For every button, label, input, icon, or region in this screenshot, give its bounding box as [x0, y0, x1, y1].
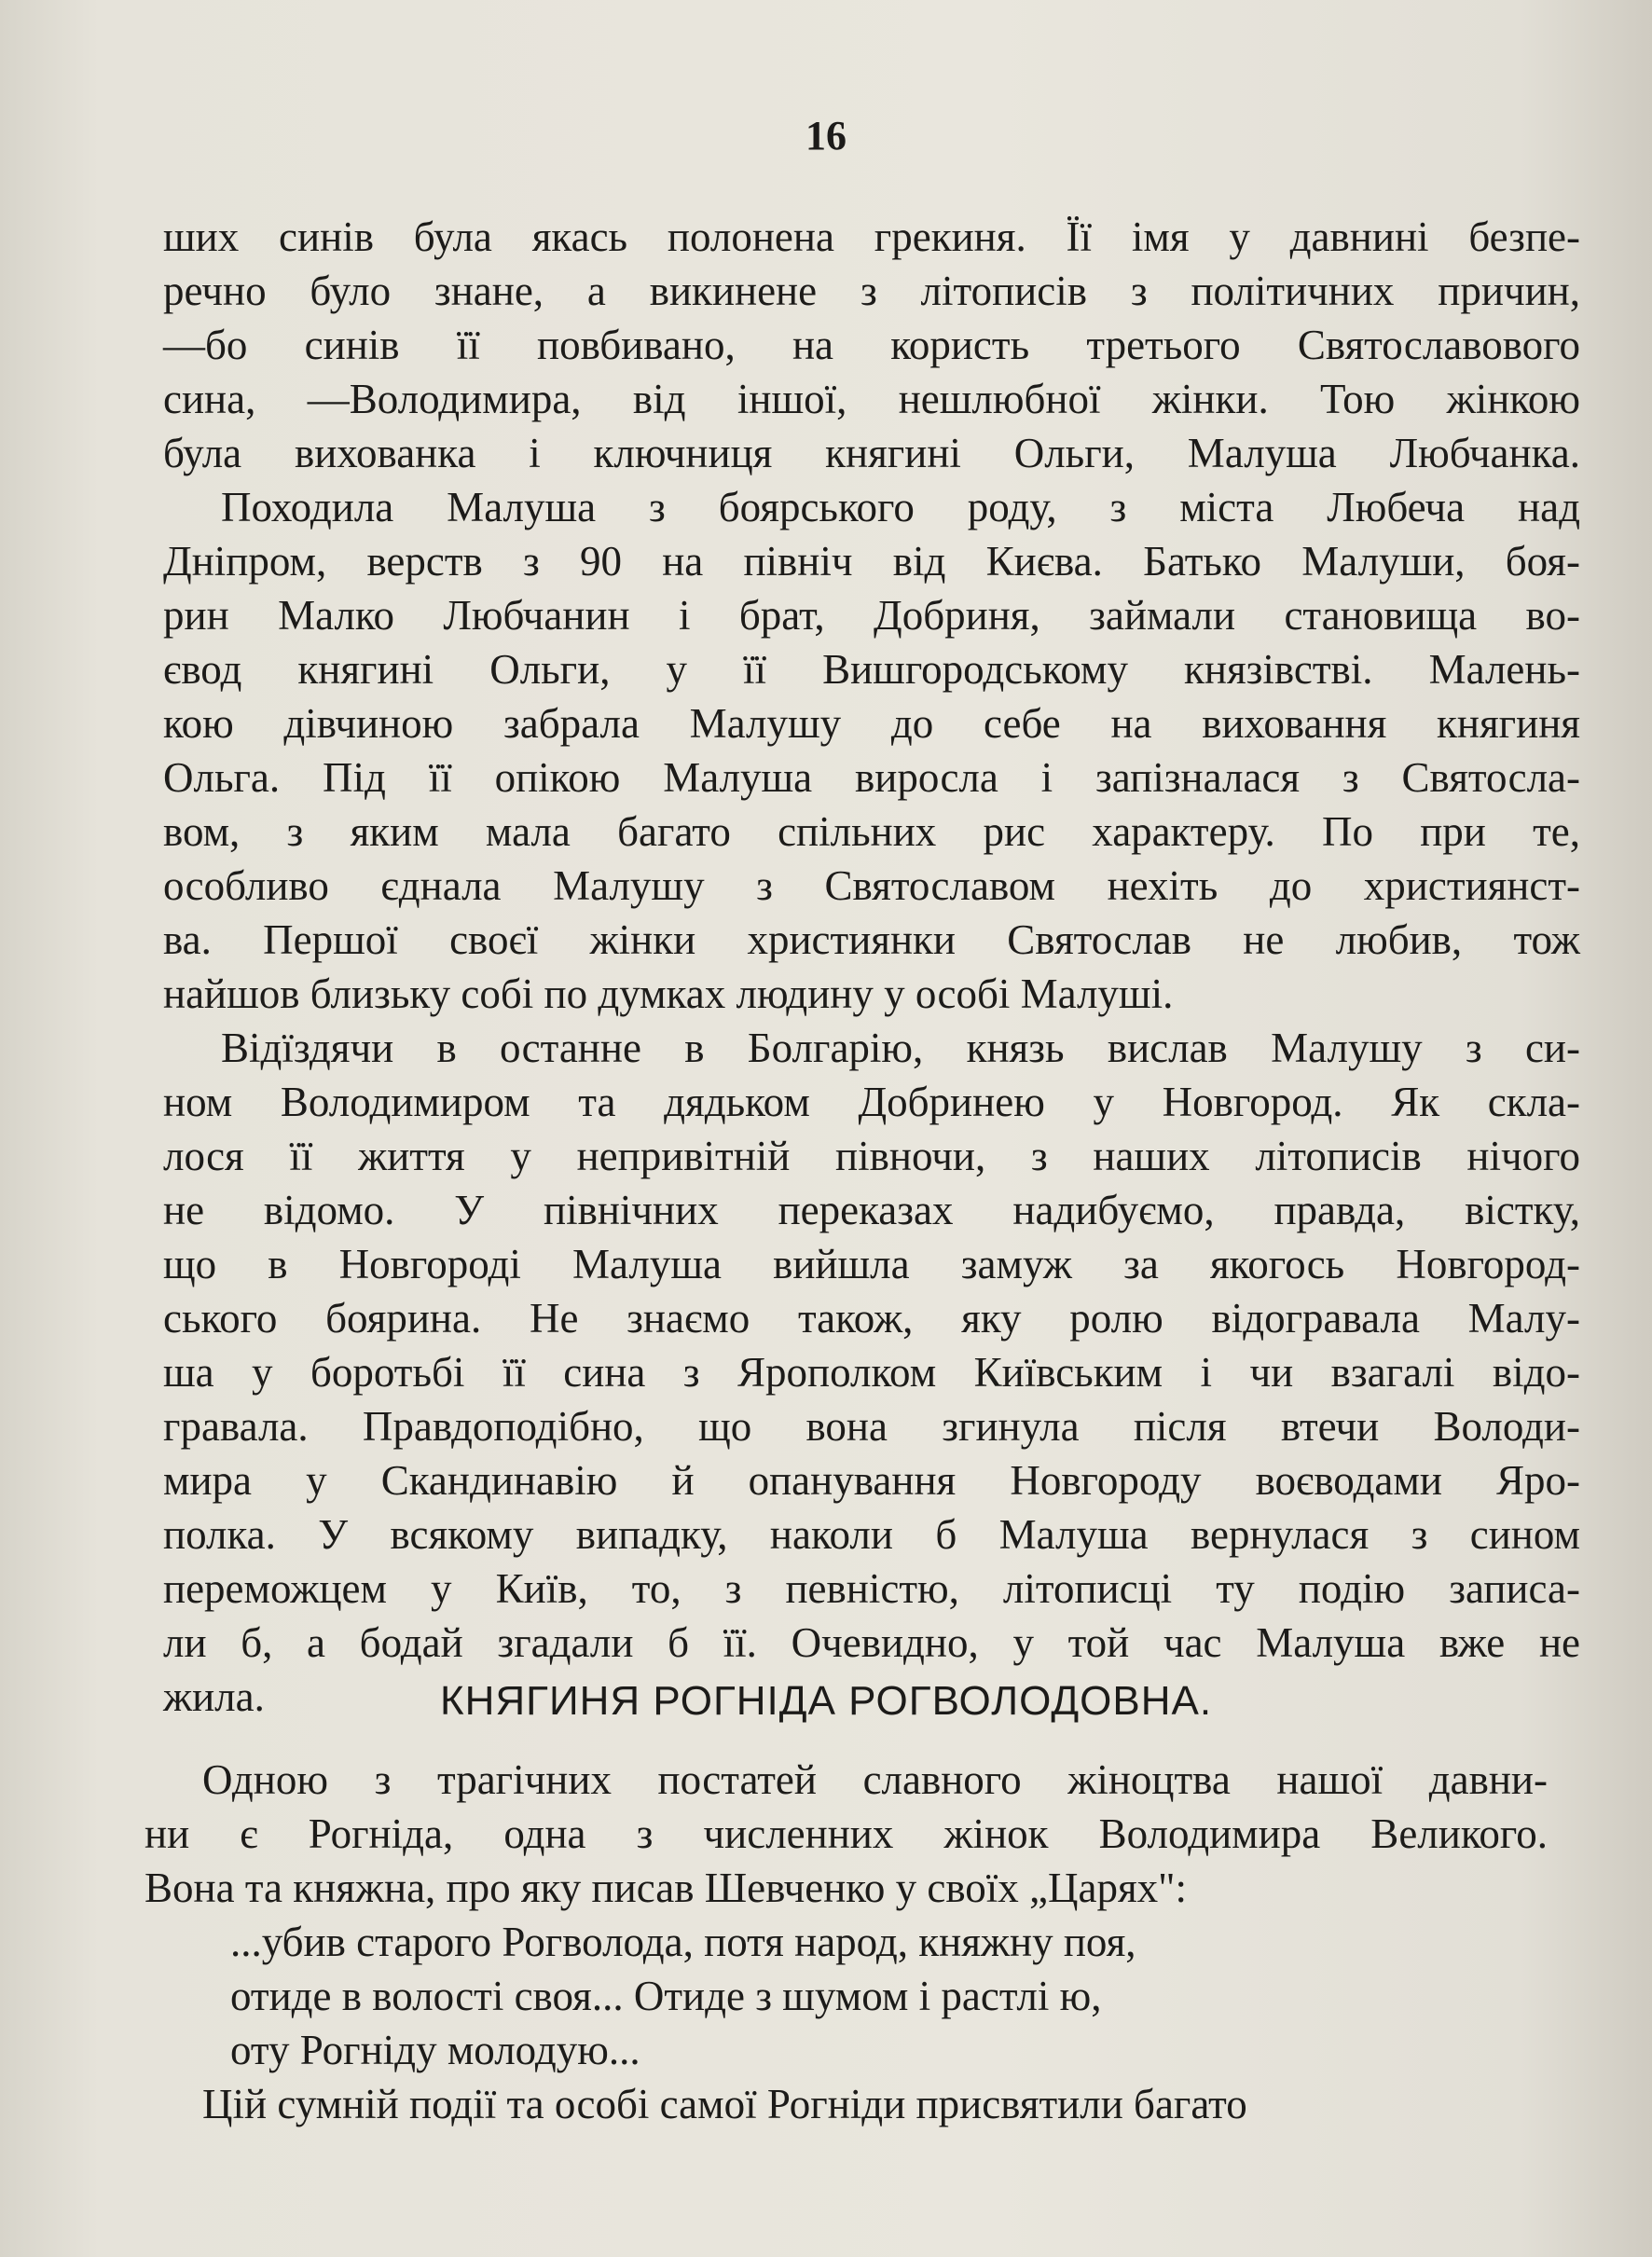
text-line: Цій сумній події та особі самої Рогніди присвятили багато	[202, 2081, 1247, 2127]
text-line: що в Новгороді Малуша вийшла замуж за якогось Новгород-	[163, 1241, 1580, 1287]
text-line: Дніпром, верств з 90 на північ від Києва. Батько Малуши, боя-	[163, 538, 1580, 585]
text-line: Походила Малуша з боярського роду, з міста Любеча над	[221, 484, 1580, 530]
text-line: не відомо. У північних переказах надибуємо, правда, вістку,	[163, 1187, 1580, 1233]
text-line: ського боярина. Не знаємо також, яку ролю відогравала Малу-	[163, 1295, 1580, 1342]
text-line: переможцем у Київ, то, з певністю, літописці ту подію записа-	[163, 1565, 1580, 1612]
text-line: речно було знане, а викинене з літописів з політичних причин,	[163, 268, 1580, 314]
text-line: жила.	[163, 1673, 265, 1720]
text-line: полка. У всякому випадку, наколи б Малуша вернулася з сином	[163, 1511, 1580, 1558]
text-line: вом, з яким мала багато спільних рис характеру. По при те,	[163, 808, 1580, 855]
text-line: кою дівчиною забрала Малушу до себе на виховання княгиня	[163, 700, 1580, 747]
page-number: 16	[805, 113, 847, 158]
text-line: рин Малко Любчанин і брат, Добриня, займали становища во-	[163, 592, 1580, 639]
text-line: Відїздячи в останне в Болгарію, князь вислав Малушу з си-	[221, 1025, 1580, 1071]
main-text	[163, 210, 1580, 1724]
section-text	[145, 1753, 1548, 2131]
text-line: була вихованка і ключниця княгині Ольги, Малуша Любчанка.	[163, 430, 1580, 476]
text-line: гравала. Правдоподібно, що вона згинула після втечи Володи-	[163, 1403, 1580, 1450]
text-line: євод княгині Ольги, у її Вишгородському князівстві. Малень-	[163, 646, 1580, 693]
section-heading: КНЯГИНЯ РОГНІДА РОГВОЛОДОВНА.	[439, 1678, 1213, 1724]
text-line: лося її життя у непривітній півночи, з наших літописів нічого	[163, 1133, 1580, 1179]
text-line: мира у Скандинавію й опанування Новгороду воєводами Яро-	[163, 1457, 1580, 1504]
text-line: Вона та княжна, про яку писав Шевченко у своїх „Царях":	[145, 1865, 1188, 1911]
text-line: сина, —Володимира, від іншої, нешлюбної жінки. Тою жінкою	[163, 376, 1580, 422]
text-line: особливо єднала Малушу з Святославом нехіть до християнст-	[163, 862, 1580, 909]
text-line: ни є Рогніда, одна з численних жінок Володимира Великого.	[145, 1810, 1548, 1857]
text-line: —бо синів її повбивано, на користь третього Святославового	[163, 322, 1580, 368]
text-line: ших синів була якась полонена грекиня. Її імя у давнині безпе-	[163, 213, 1580, 260]
poem-line: оту Рогніду молодую...	[230, 2027, 640, 2073]
poem-line: ...убив старого Рогволода, потя народ, княжну поя,	[230, 1919, 1136, 1965]
poem-line: отиде в волості своя... Отиде з шумом і растлі ю,	[230, 1973, 1102, 2019]
text-line: Одною з трагічних постатей славного жіноцтва нашої давни-	[202, 1756, 1548, 1803]
text-line: найшов близьку собі по думках людину у особі Малуші.	[163, 970, 1174, 1017]
text-line: ва. Першої своєї жінки християнки Святослав не любив, тож	[163, 916, 1580, 963]
text-line: ша у боротьбі її сина з Ярополком Київським і чи взагалі відо-	[163, 1349, 1580, 1396]
text-line: Ольга. Під її опікою Малуша виросла і запізналася з Святосла-	[163, 754, 1580, 801]
text-line: ли б, а бодай згадали б її. Очевидно, у той час Малуша вже не	[163, 1619, 1580, 1666]
text-line: ном Володимиром та дядьком Добринею у Новгород. Як скла-	[163, 1079, 1580, 1125]
